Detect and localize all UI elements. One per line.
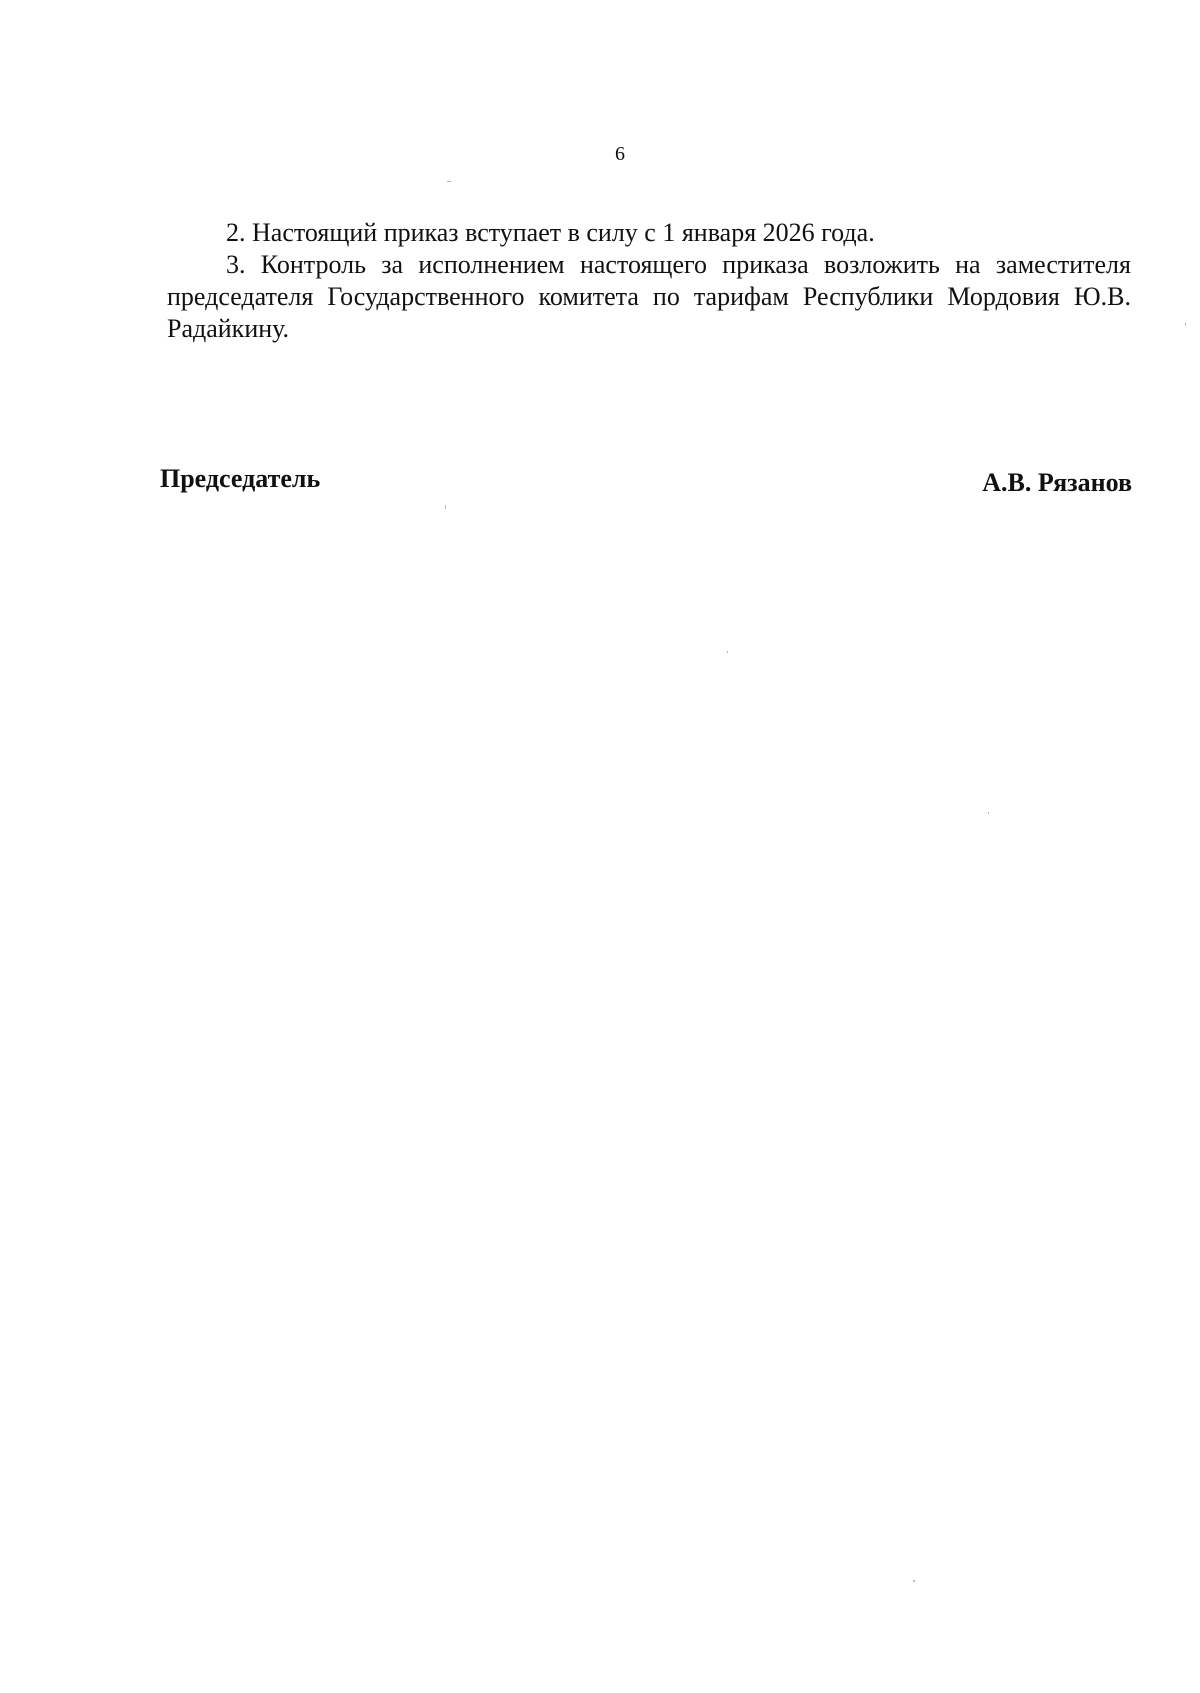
paragraph-effective-date: 2. Настоящий приказ вступает в силу с 1 января 2026 года. (226, 218, 875, 247)
scan-speck (988, 812, 989, 814)
document-body (167, 217, 1131, 345)
scan-speck (1185, 323, 1186, 326)
scan-speck (445, 505, 446, 509)
scan-speck (447, 181, 451, 182)
scan-speck (913, 1580, 915, 1582)
signatory-name: А.В. Рязанов (982, 468, 1132, 497)
scan-speck (727, 651, 728, 653)
signatory-title: Председатель (160, 464, 321, 493)
paragraph-control: 3. Контроль за исполнением настоящего приказа возложить на заместителя председателя Государственного комитета по тарифам Республики Мордовия Ю.В. Радайкину. (167, 250, 1131, 343)
page-number: 6 (615, 143, 625, 165)
